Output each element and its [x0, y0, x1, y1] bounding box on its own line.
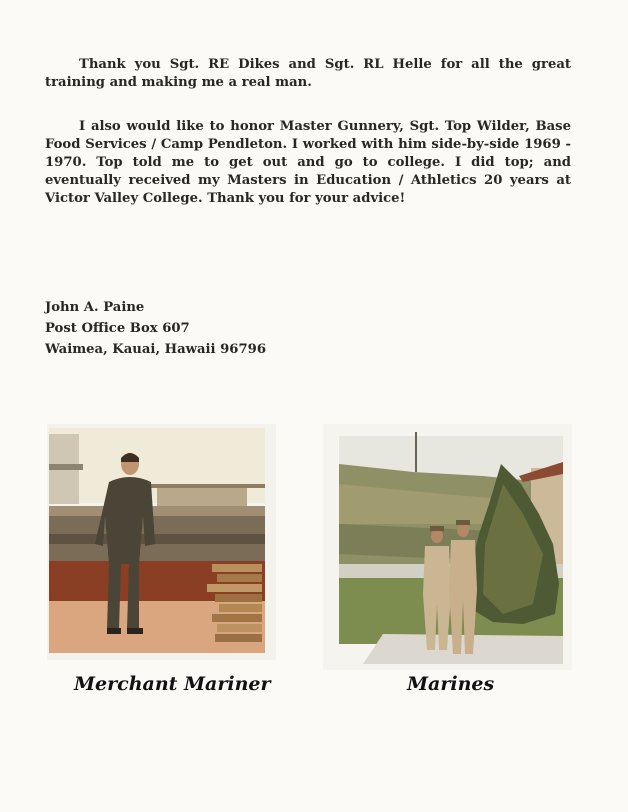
caption-merchant-mariner: Merchant Mariner: [74, 673, 271, 695]
marines-photo: [323, 424, 572, 670]
paragraph-2-text: I also would like to honor Master Gunnery, Sgt. Top Wilder, Base Food Services / Camp Pendleton. I worked with him side-by-side 1969 - 1970. Top told me to get out and go to college. I did top; and eventually received my Masters in Education / Athletics 20 years at Victor Valley College. Thank you for your advice!: [45, 119, 571, 206]
merchant-mariner-photo: [47, 424, 276, 660]
letter-paragraph-1: [45, 56, 571, 92]
address-name: John A. Paine: [45, 300, 145, 315]
caption-marines: Marines: [407, 673, 495, 695]
letter-paragraph-2: [45, 118, 571, 208]
address-city: Waimea, Kauai, Hawaii 96796: [45, 342, 267, 357]
paragraph-1-text: Thank you Sgt. RE Dikes and Sgt. RL Helle for all the great training and making me a real man.: [45, 57, 571, 90]
address-po-box: Post Office Box 607: [45, 321, 190, 336]
address-block: [45, 297, 266, 360]
